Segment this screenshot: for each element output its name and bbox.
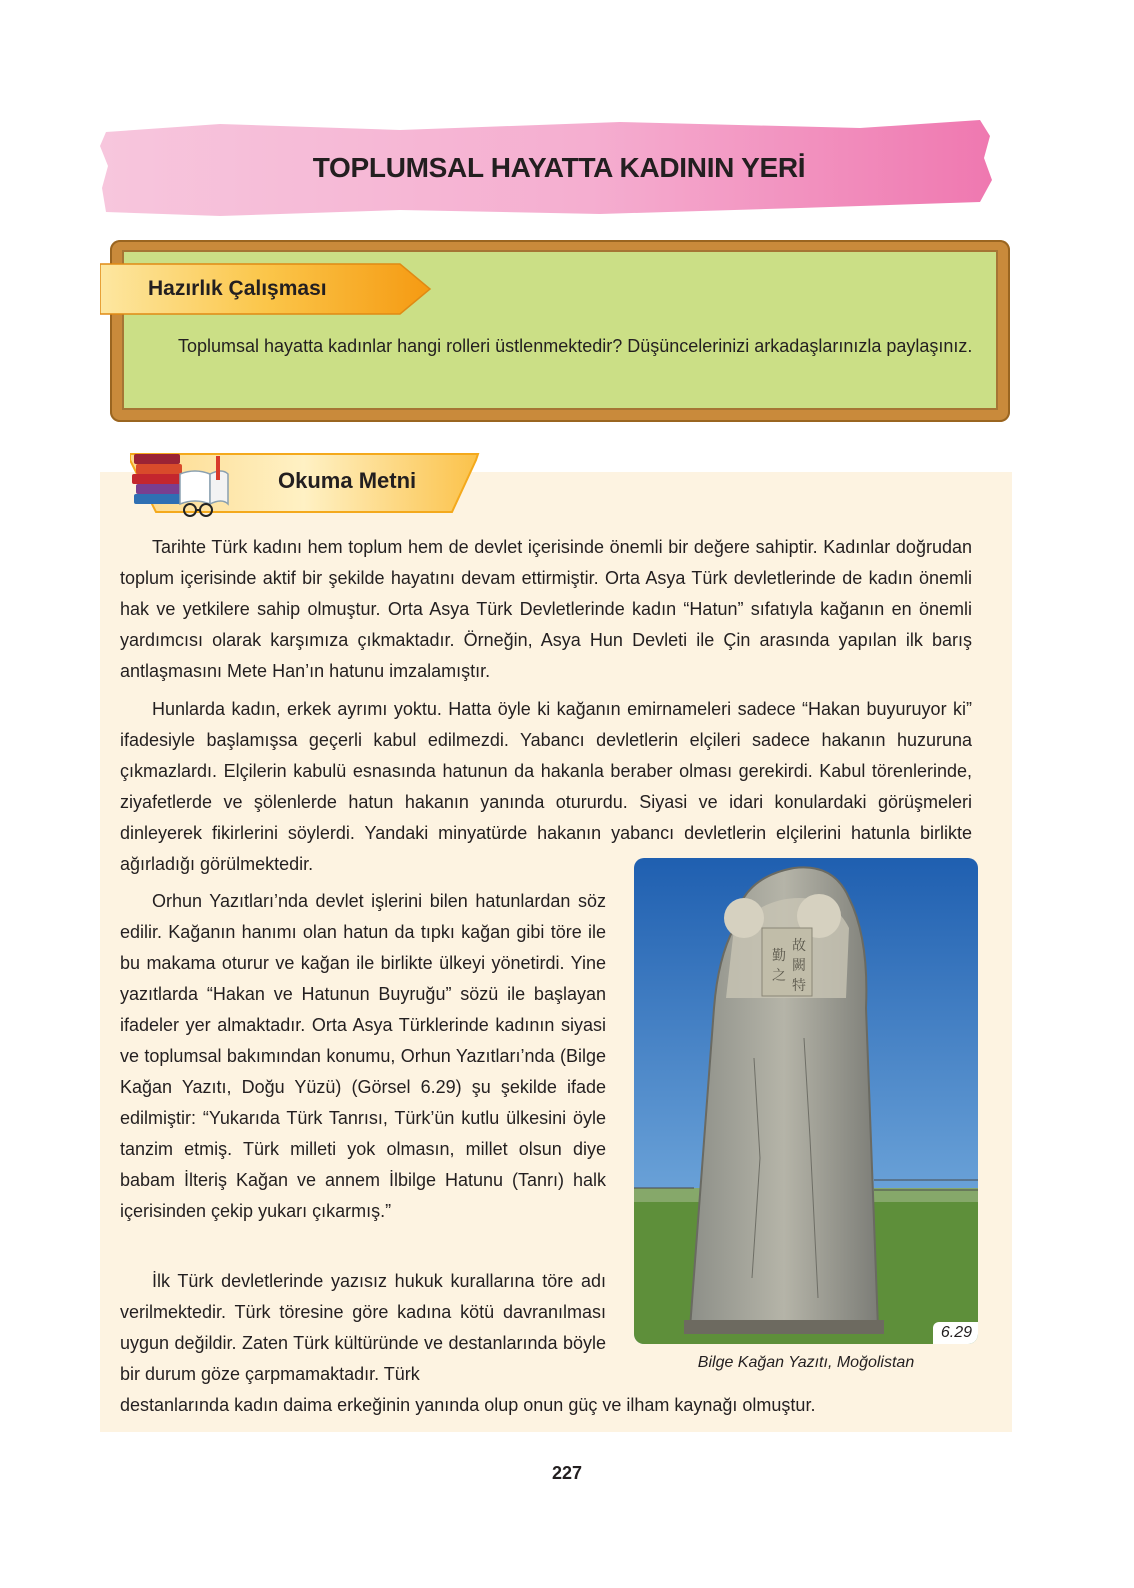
paragraph-3 [120, 886, 606, 1227]
reading-tag [130, 448, 482, 518]
paragraph-2 [120, 694, 972, 880]
title-ribbon [100, 118, 1018, 218]
svg-text:闕: 闕 [792, 958, 806, 974]
preparation-tag [100, 262, 440, 316]
svg-text:勤: 勤 [772, 948, 786, 964]
page-number: 227 [551, 1463, 583, 1483]
stele-photo [634, 858, 978, 1344]
paragraph-4-continuation: destanlarında kadın daima erkeğinin yanında olup onun güç ve ilham kaynağı olmuştur. [120, 1395, 816, 1415]
preparation-label: Hazırlık Çalışması [148, 277, 327, 300]
figure-caption: Bilge Kağan Yazıtı, Moğolistan [697, 1354, 915, 1371]
paragraph-4 [120, 1266, 606, 1390]
page-title: TOPLUMSAL HAYATTA KADININ YERİ [312, 152, 806, 183]
paragraph-1-text: Tarihte Türk kadını hem toplum hem de devlet içerisinde önemli bir değere sahiptir. Kadınlar doğrudan toplum içerisinde aktif bir şekilde hayatını devam ettirmiştir. Orta Asya Türk devletlerinde de kadın önemli hak ve yetkilere sahip olmuştur. Orta Asya Türk Devletlerinde kadın “Hatun” sıfatıyla kağanın en önemli yardımcısı olarak karşımıza çıkmaktadır. Örneğin, Asya Hun Devleti ile Çin arasında yapılan ilk barış antlaşmasını Mete Han’ın hatunu imzalamıştır. [120, 537, 972, 681]
paragraph-2-text: Hunlarda kadın, erkek ayrımı yoktu. Hatta öyle ki kağanın emirnameleri sadece “Hakan buyuruyor ki” ifadesiyle başlamışsa geçerli kabul edilmezdi. Yabancı devletlerin elçileri sadece hakanın huzuruna çıkmazlardı. Elçilerin kabulü esnasında hatunun da hakanla beraber olması gerekirdi. Kabul törenlerinde, ziyafetlerde ve şölenlerde hatun hakanın yanında otururdu. Siyasi ve idari konulardaki görüşmeleri dinleyerek fikirlerini söylerdi. Yandaki minyatürde hakanın yabancı devletlerin elçilerini hatunla birlikte ağırladığı görülmektedir. [120, 699, 972, 874]
svg-text:之: 之 [772, 968, 786, 984]
preparation-text [146, 330, 991, 362]
paragraph-4-text: İlk Türk devletlerinde yazısız hukuk kurallarına töre adı verilmektedir. Türk töresine göre kadına kötü davranılması uygun değildir. Zaten Türk kültüründe ve destanlarında böyle bir durum göze çarpmamaktadır. Türk [120, 1271, 606, 1384]
paragraph-1 [120, 532, 972, 687]
figure-number: 6.29 [933, 1322, 978, 1344]
paragraph-3-text: Orhun Yazıtları’nda devlet işlerini bilen hatunlardan söz edilir. Kağanın hanımı olan hatun da tıpkı kağan gibi töre ile bu makama oturur ve kağan ile birlikte ülkeyi yönetirdi. Yine yazıtlarda “Hakan ve Hatunun Buyruğu” sözü ile başlayan ifadeler yer almaktadır. Orta Asya Türklerinde kadının siyasi ve toplumsal bakımından konumu, Orhun Yazıtları’nda (Bilge Kağan Yazıtı, Doğu Yüzü) (Görsel 6.29) şu şekilde ifade edilmiştir: “Yukarıda Türk Tanrısı, Türk’ün kutlu ülkesini öyle tanzim etmiş. Türk milleti yok olmasın, millet olsun diye babam İlteriş Kağan ve annem İlbilge Hatunu (Tanrı) halk içerisinden çekip yukarı çıkarmış.” [120, 891, 606, 1221]
svg-text:故: 故 [792, 938, 806, 954]
reading-label: Okuma Metni [278, 468, 417, 493]
stele-image [634, 858, 978, 1344]
preparation-question: Toplumsal hayatta kadınlar hangi rolleri üstlenmektedir? Düşüncelerinizi arkadaşlarınızla paylaşınız. [178, 336, 973, 356]
svg-text:特: 特 [792, 978, 806, 994]
books-icon [130, 448, 230, 518]
